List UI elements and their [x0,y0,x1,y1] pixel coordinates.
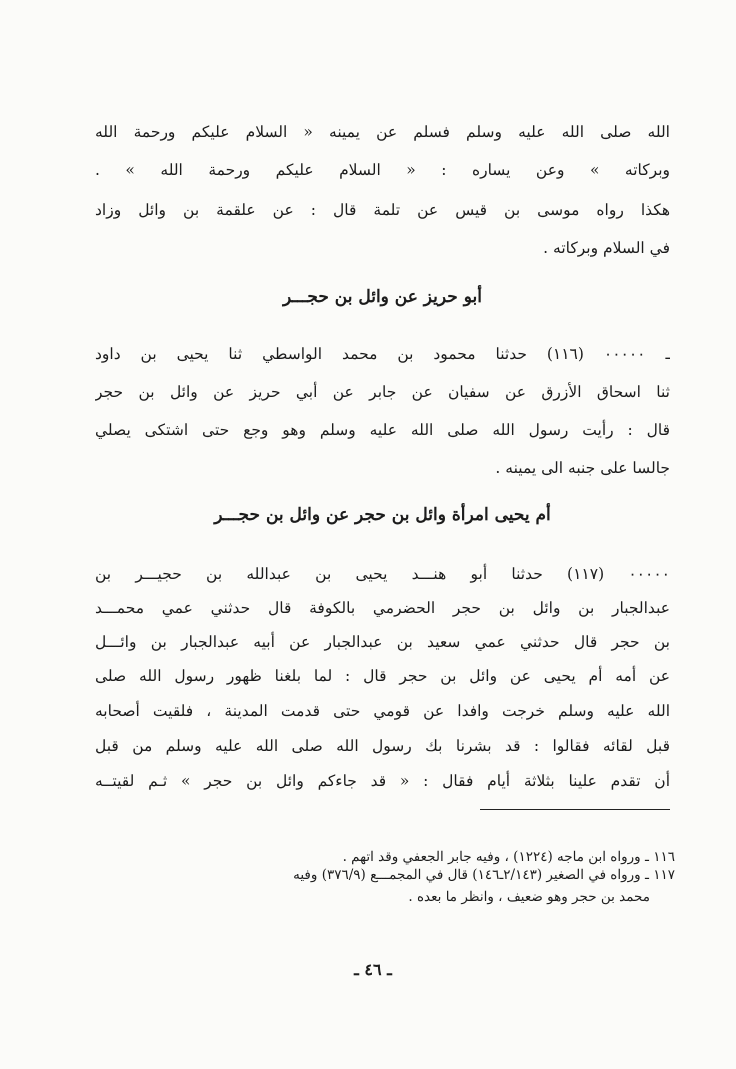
text-line: هكذا رواه موسى بن قيس عن تلمة قال : عن علقمة بن وائل وزاد [95,201,670,219]
section-heading: أم يحيى امرأة وائل بن حجر عن وائل بن حجـــر [214,505,551,525]
footnote-line: ١١٧ ـ ورواه في الصغير (٢/١٤٣ـ١٤٦) قال في المجمـــع (٣٧٦/٩) وفيه [293,867,675,883]
footnote-line: ١١٦ ـ ورواه ابن ماجه (١٢٢٤) ، وفيه جابر الجعفي وقد اتهم . [342,849,675,865]
footnote-line: محمد بن حجر وهو ضعيف ، وانظر ما بعده . [408,889,650,905]
section-heading: أبو حريز عن وائل بن حجـــر [283,287,482,307]
text-line: ٠٠٠٠٠ (١١٧) حدثنا أبو هنـــد يحيى بن عبدالله بن حجيـــر بن [95,565,670,583]
text-line: عبدالجبار بن وائل بن حجر الحضرمي بالكوفة قال حدثني عمي محمـــد [95,599,670,617]
footnote-separator [480,809,670,810]
text-line: عن أمه أم يحيى عن وائل بن حجر قال : لما بلغنا ظهور رسول الله صلى [95,667,670,685]
text-line: الله عليه وسلم خرجت وافدا عن قومي حتى قدمت المدينة ، فلقيت أصحابه [95,702,670,720]
text-line: جالسا على جنبه الى يمينه . [495,459,670,477]
text-line: قبل لقائه فقالوا : قد بشرنا بك رسول الله صلى الله عليه وسلم من قبل [95,737,670,755]
text-line: أن تقدم علينا بثلاثة أيام فقال : « قد جاءكم وائل بن حجر » ثـم لقيتــه [95,772,670,790]
text-line: الله صلى الله عليه وسلم فسلم عن يمينه « السلام عليكم ورحمة الله [95,123,670,141]
text-line: في السلام وبركاته . [543,239,670,257]
text-line: ـ ٠٠٠٠٠ (١١٦) حدثنا محمود بن محمد الواسطي ثنا يحيى بن داود [95,345,670,363]
text-line: قال : رأيت رسول الله صلى الله عليه وسلم وهو وجع حتى اشتكى يصلي [95,421,670,439]
text-line: وبركاته » وعن يساره : « السلام عليكم ورحمة الله » . [95,161,670,179]
text-line: بن حجر قال حدثني عمي سعيد بن عبدالجبار عن أبيه عبدالجبار بن وائـــل [95,633,670,651]
page-number: ـ ٤٦ ـ [354,960,392,979]
text-line: ثنا اسحاق الأزرق عن سفيان عن جابر عن أبي حريز عن وائل بن حجر [95,383,670,401]
